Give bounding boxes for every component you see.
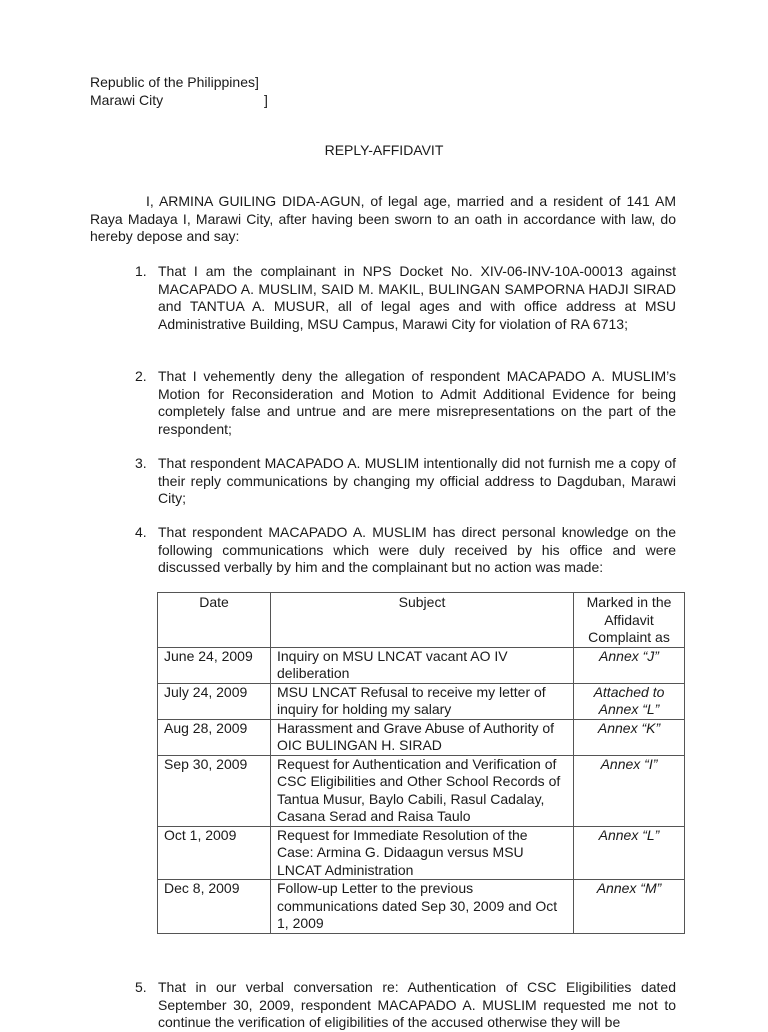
- header-bracket: ]: [264, 92, 268, 108]
- table-row: [158, 683, 685, 719]
- list-item-number: 3.: [135, 455, 147, 471]
- cell-subject: Harassment and Grave Abuse of Authority of OIC BULINGAN H. SIRAD: [271, 719, 574, 755]
- list-item-number: 1.: [135, 263, 147, 279]
- list-item: [135, 368, 676, 438]
- table-row: [158, 880, 685, 934]
- list-item-text: That I vehemently deny the allegation of respondent MACAPADO A. MUSLIM’s Motion for Reconsideration and Motion to Admit Additional Evidence for being completely false and untrue and are mere misrepresentations on the part of the respondent;: [158, 368, 676, 437]
- column-header-marked: Marked in the Affidavit Complaint as: [574, 593, 685, 648]
- cell-annex: Annex “L”: [574, 826, 685, 880]
- cell-annex: Attached to Annex “L”: [574, 683, 685, 719]
- column-header-date: Date: [158, 593, 271, 648]
- list-item-number: 5.: [135, 979, 147, 995]
- list-item-text: That respondent MACAPADO A. MUSLIM has direct personal knowledge on the following communications which were duly received by his office and were discussed verbally by him and the complainant but no action was made:: [158, 524, 676, 575]
- cell-subject: Request for Authentication and Verification of CSC Eligibilities and Other School Records of Tantua Musur, Baylo Cabili, Rasul Cadalay, Casana Serad and Raisa Taulo: [271, 755, 574, 826]
- column-header-subject: Subject: [271, 593, 574, 648]
- communications-table: [157, 592, 685, 934]
- table-row: [158, 719, 685, 755]
- cell-annex: Annex “J”: [574, 647, 685, 683]
- cell-subject: Request for Immediate Resolution of the Case: Armina G. Didaagun versus MSU LNCAT Administration: [271, 826, 574, 880]
- table-row: [158, 826, 685, 880]
- cell-date: Oct 1, 2009: [158, 826, 271, 880]
- table-row: [158, 647, 685, 683]
- cell-date: June 24, 2009: [158, 647, 271, 683]
- list-item: [135, 263, 676, 333]
- document-title: REPLY-AFFIDAVIT: [324, 142, 444, 158]
- cell-subject: Follow-up Letter to the previous communications dated Sep 30, 2009 and Oct 1, 2009: [271, 880, 574, 934]
- intro-paragraph: I, ARMINA GUILING DIDA-AGUN, of legal age, married and a resident of 141 AM Raya Madaya I, Marawi City, after having been sworn to an oath in accordance with law, do hereby depose and say:: [90, 193, 676, 244]
- table-header-row: [158, 593, 685, 648]
- header-republic: Republic of the Philippines]: [90, 74, 259, 90]
- cell-annex: Annex “I”: [574, 755, 685, 826]
- list-item-text: That I am the complainant in NPS Docket No. XIV-06-INV-10A-00013 against MACAPADO A. MUSLIM, SAID M. MAKIL, BULINGAN SAMPORNA HADJI SIRAD and TANTUA A. MUSUR, all of legal ages and with office address at MSU Administrative Building, MSU Campus, Marawi City for violation of RA 6713;: [158, 263, 676, 332]
- cell-annex: Annex “K”: [574, 719, 685, 755]
- list-item: [135, 455, 676, 508]
- list-item-text: That in our verbal conversation re: Authentication of CSC Eligibilities dated September 30, 2009, respondent MACAPADO A. MUSLIM requested me not to continue the verification of eligibilities of the accused otherwise they will be: [158, 979, 676, 1030]
- cell-date: Dec 8, 2009: [158, 880, 271, 934]
- cell-subject: Inquiry on MSU LNCAT vacant AO IV deliberation: [271, 647, 574, 683]
- cell-date: Sep 30, 2009: [158, 755, 271, 826]
- list-item-text: That respondent MACAPADO A. MUSLIM intentionally did not furnish me a copy of their reply communications by changing my official address to Dagduban, Marawi City;: [158, 455, 676, 506]
- list-item-number: 4.: [135, 524, 147, 540]
- header-city: Marawi City: [90, 92, 164, 108]
- cell-date: July 24, 2009: [158, 683, 271, 719]
- list-item-number: 2.: [135, 368, 147, 384]
- list-item: [135, 524, 676, 577]
- cell-annex: Annex “M”: [574, 880, 685, 934]
- cell-date: Aug 28, 2009: [158, 719, 271, 755]
- table-row: [158, 755, 685, 826]
- cell-subject: MSU LNCAT Refusal to receive my letter of inquiry for holding my salary: [271, 683, 574, 719]
